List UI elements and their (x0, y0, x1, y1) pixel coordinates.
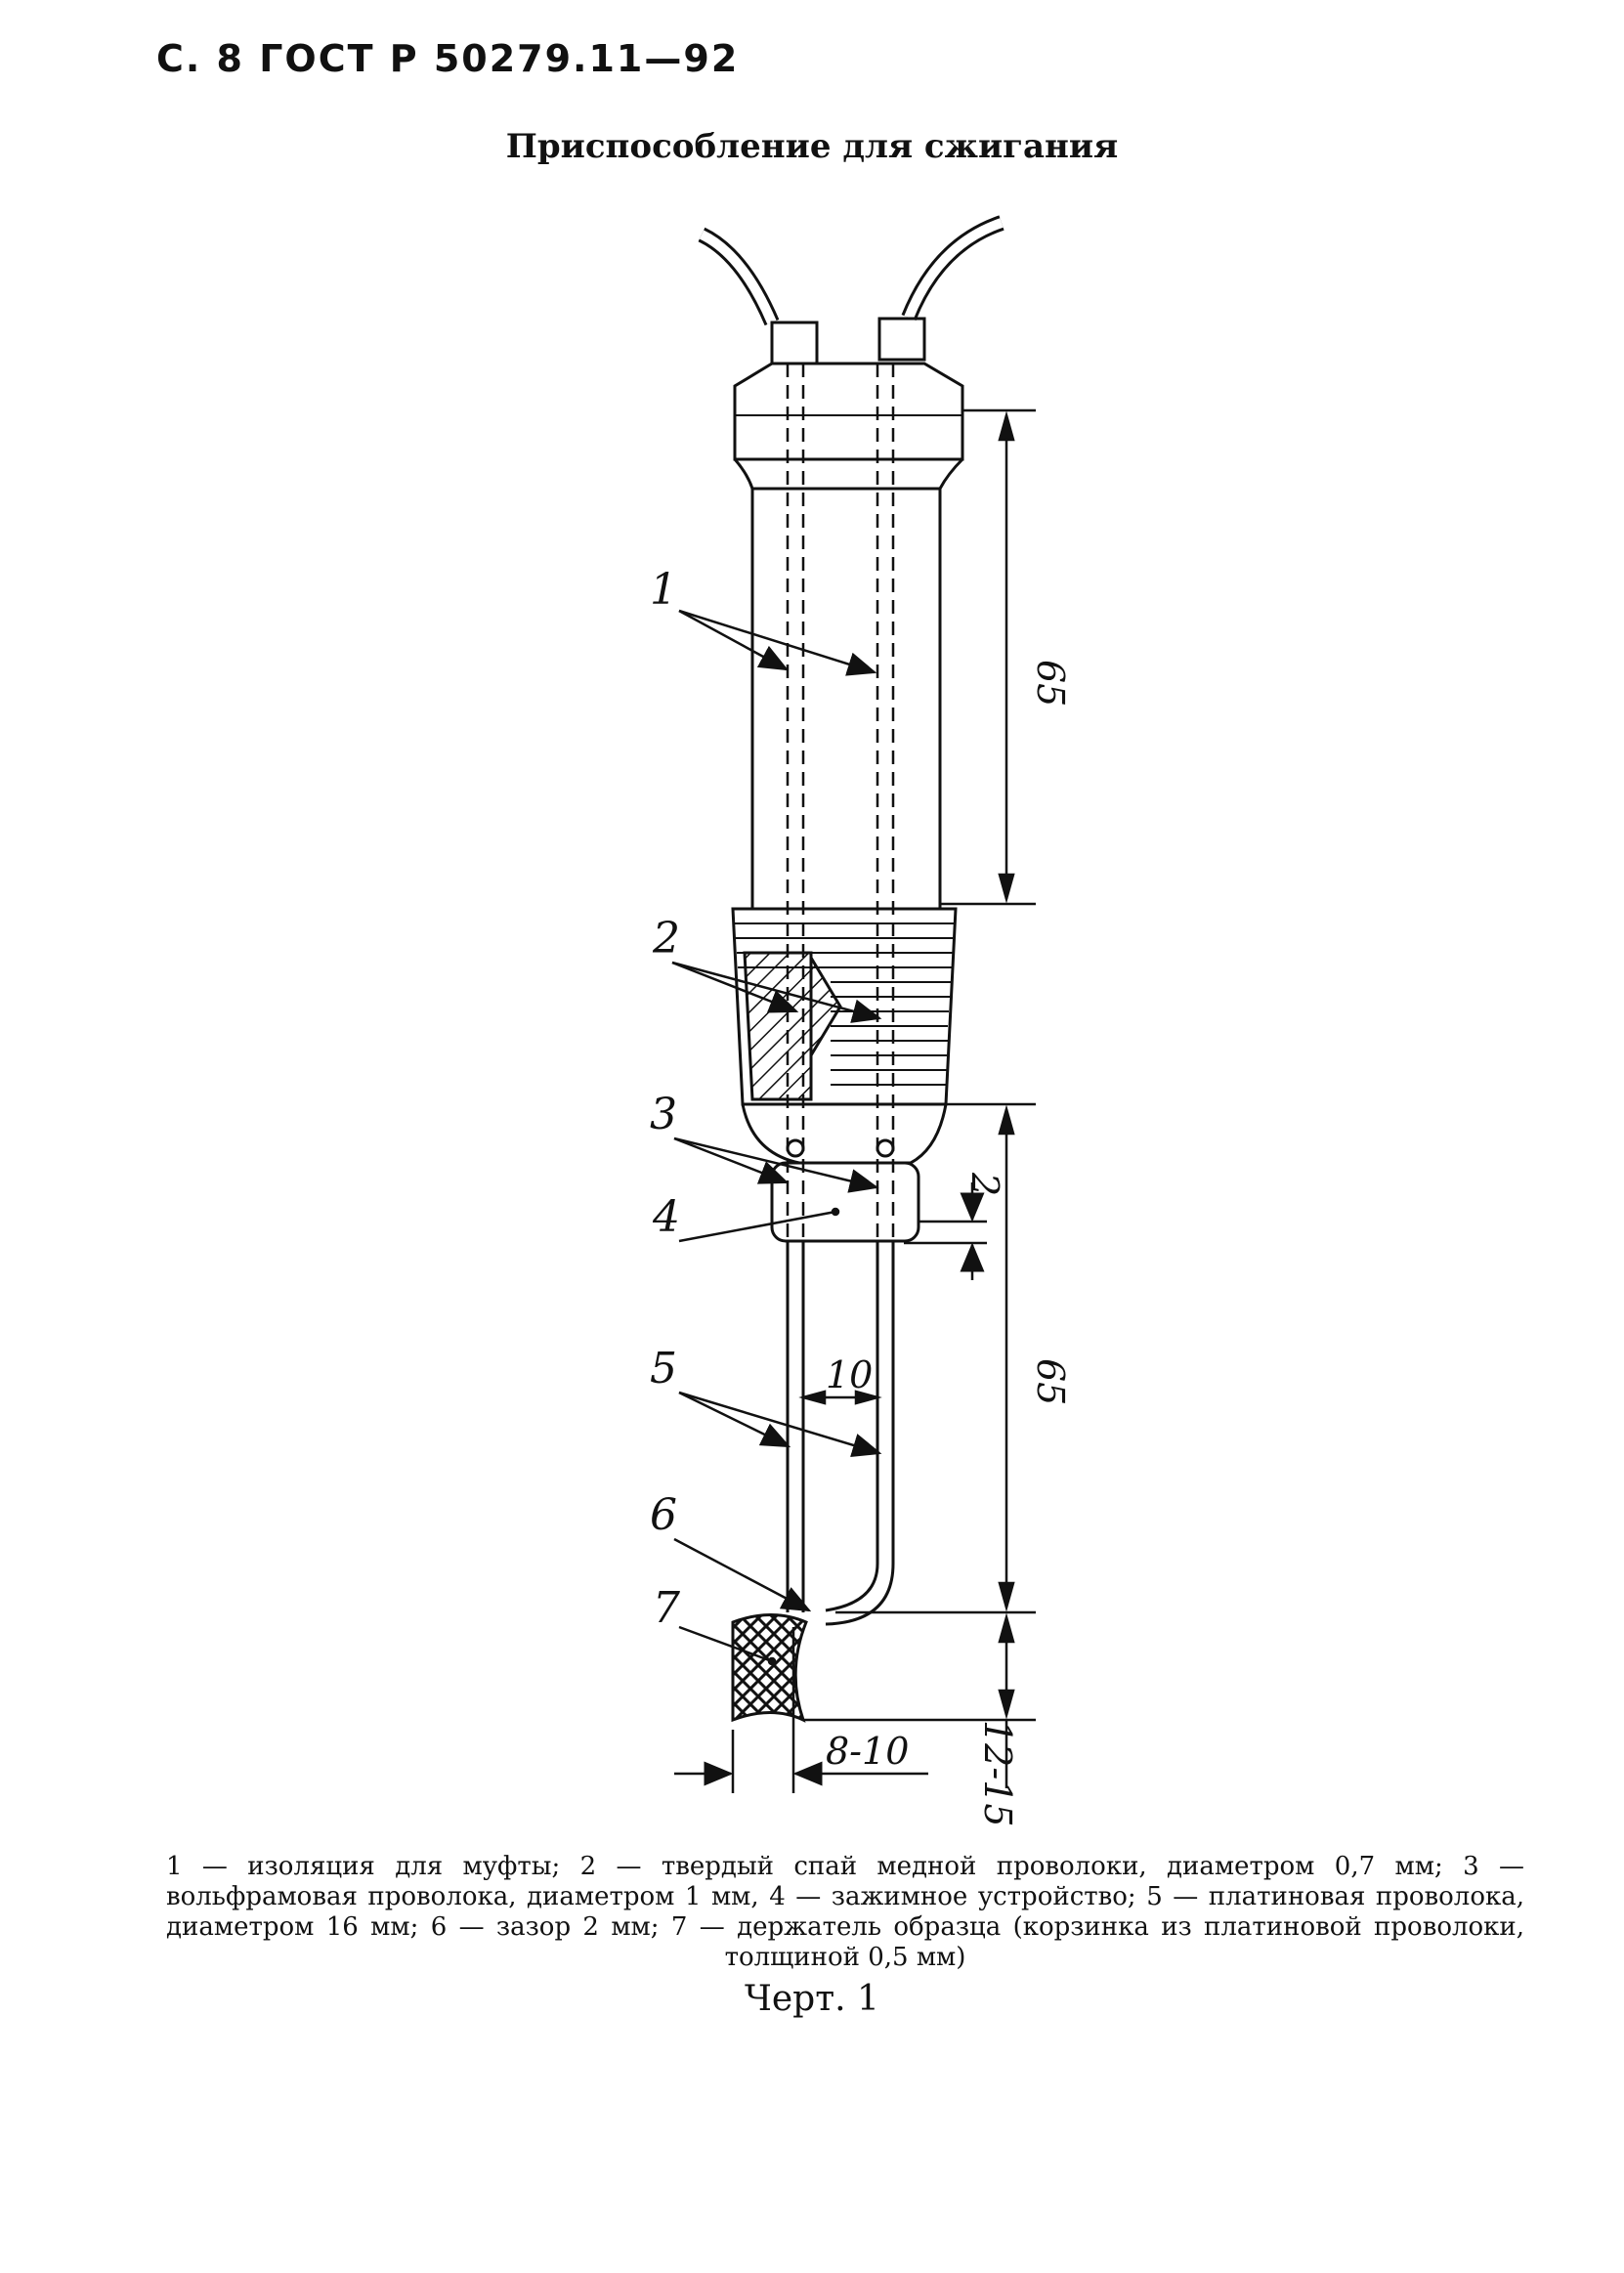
page-header: С. 8 ГОСТ Р 50279.11—92 (156, 37, 740, 80)
label-4: 4 (653, 1192, 680, 1242)
sample-basket (733, 1615, 806, 1721)
label-1: 1 (650, 565, 677, 615)
top-cap (735, 364, 962, 459)
dim-upper-65: 65 (1029, 660, 1072, 708)
dim-basket-width: 8-10 (826, 1730, 910, 1773)
dim-gap-2: 2 (963, 1173, 1006, 1197)
label-7: 7 (653, 1583, 680, 1633)
label-2: 2 (653, 914, 680, 964)
figure-legend: 1 — изоляция для муфты; 2 — твердый спай медной проволоки, диаметром 0,7 мм; 3 — вольфрамовая проволока, диаметром 1 мм, 4 — зажимное устройство; 5 — платиновая проволока, диаметром 16 мм; 6 — зазор 2 мм; 7 — держатель образца (корзинка из платиновой проволоки, толщиной 0,5 мм) (166, 1852, 1524, 1972)
clamp (772, 1163, 919, 1241)
hatched-section (745, 953, 811, 1099)
platinum-wire-right (826, 1241, 877, 1610)
coupling-left (772, 322, 817, 364)
label-3: 3 (650, 1090, 677, 1139)
figure-title: Приспособление для сжигания (505, 127, 1119, 166)
figure-caption: Черт. 1 (745, 1979, 879, 2019)
dim-spacing-10: 10 (826, 1353, 874, 1396)
coupling-right (879, 319, 924, 360)
body-bottom (743, 1104, 946, 1163)
dim-basket-height: 12-15 (976, 1720, 1019, 1827)
label-5: 5 (650, 1344, 677, 1394)
label-6: 6 (650, 1490, 677, 1540)
dim-lower-65: 65 (1029, 1358, 1072, 1406)
cable-right (909, 223, 1002, 318)
